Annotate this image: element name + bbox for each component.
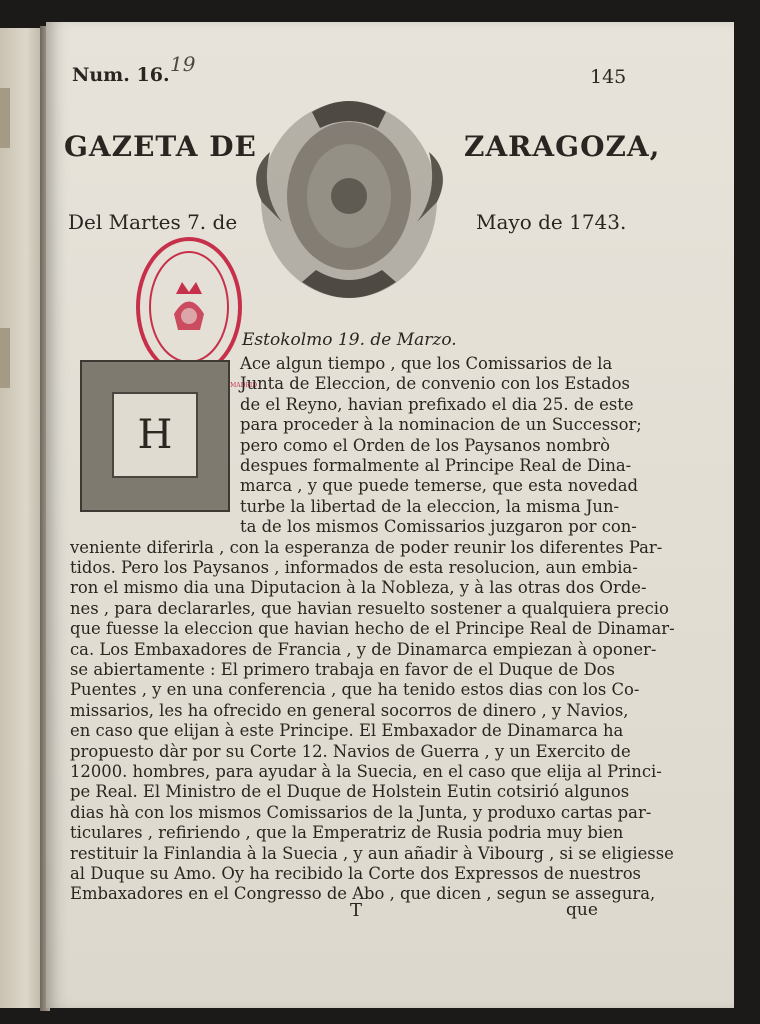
article-line: restituir la Finlandia à la Suecia , y aun añadir à Vibourg , si se eligiesse <box>70 843 674 863</box>
facing-page-edge <box>0 28 44 1008</box>
article-line: se abiertamente : El primero trabaja en favor de el Duque de Dos <box>70 660 615 679</box>
article-line: turbe la libertad de la eleccion, la misma Jun- <box>240 496 620 516</box>
article-line: ticulares , refiriendo , que la Emperatriz de Rusia podria muy bien <box>70 823 624 843</box>
article-line: de el Reyno, havian prefixado el dia 25. de este <box>240 394 634 414</box>
article-line: Puentes , y en una conferencia , que ha tenido estos dias con los Co- <box>70 680 640 700</box>
signature-mark: T <box>350 900 363 921</box>
article-line: propuesto dàr por su Corte 12. Navios de Guerra , y un Exercito de <box>70 741 631 761</box>
article-line: ca. Los Embaxadores de Francia , y de Dinamarca empiezan à oponer- <box>70 639 657 659</box>
article-line: Embaxadores en el Congresso de Abo , que dicen , segun se assegura, <box>70 884 656 904</box>
masthead-title-left: GAZETA DE <box>64 130 257 163</box>
article-line: veniente diferirla , con la esperanza de poder reunir los diferentes Par- <box>70 537 663 557</box>
issue-date-right: Mayo de 1743. <box>476 210 627 234</box>
page-tab <box>0 88 10 148</box>
library-stamp <box>134 234 244 380</box>
issue-number: Num. 16. <box>72 64 170 86</box>
royal-crest-icon <box>242 92 457 314</box>
article-line: despues formalmente al Principe Real de Dina- <box>240 456 632 475</box>
masthead-title-right: ZARAGOZA, <box>464 130 661 163</box>
article-line: tidos. Pero los Paysanos , informados de esta resolucion, aun embia- <box>70 558 638 577</box>
article-line: Junta de Eleccion, de convenio con los Estados <box>240 374 630 394</box>
article-line: ron el mismo dia una Diputacion à la Nobleza, y à las otras dos Orde- <box>70 578 647 598</box>
article-line: en caso que elijan à este Principe. El Embaxador de Dinamarca ha <box>70 721 624 741</box>
article-dateline: Estokolmo 19. de Marzo. <box>242 330 457 350</box>
article-line: pero como el Orden de los Paysanos nombrò <box>240 435 611 455</box>
page-number: 145 <box>590 66 627 88</box>
article-line: para proceder à la nominacion de un Successor; <box>240 415 642 435</box>
article-line: 12000. hombres, para ayudar à la Suecia, en el caso que elija al Princi- <box>70 762 662 781</box>
article-line: al Duque su Amo. Oy ha recibido la Corte dos Expressos de nuestros <box>70 864 641 883</box>
article-line: marca , y que puede temerse, que esta novedad <box>240 476 638 496</box>
article-line: missarios, les ha ofrecido en general socorros de dinero , y Navios, <box>70 700 629 720</box>
decorated-initial <box>80 360 230 512</box>
catchword: que <box>566 900 598 920</box>
article-line: que fuesse la eleccion que havian hecho de el Principe Real de Dinamar- <box>70 619 675 639</box>
handwritten-note: 19 <box>170 52 196 76</box>
article-line: pe Real. El Ministro de el Duque de Holstein Eutin cotsirió algunos <box>70 782 630 802</box>
article-line: Ace algun tiempo , que los Comissarios de la <box>240 354 613 373</box>
initial-letter: H <box>112 392 198 478</box>
article-line: ta de los mismos Comissarios juzgaron por con- <box>240 517 637 537</box>
article-line: dias hà con los mismos Comissarios de la Junta, y produxo cartas par- <box>70 802 652 822</box>
issue-date-left: Del Martes 7. de <box>68 210 238 234</box>
page-tab <box>0 328 10 388</box>
article-line: nes , para declararles, que havian resuelto sostener a qualquiera precio <box>70 598 669 618</box>
